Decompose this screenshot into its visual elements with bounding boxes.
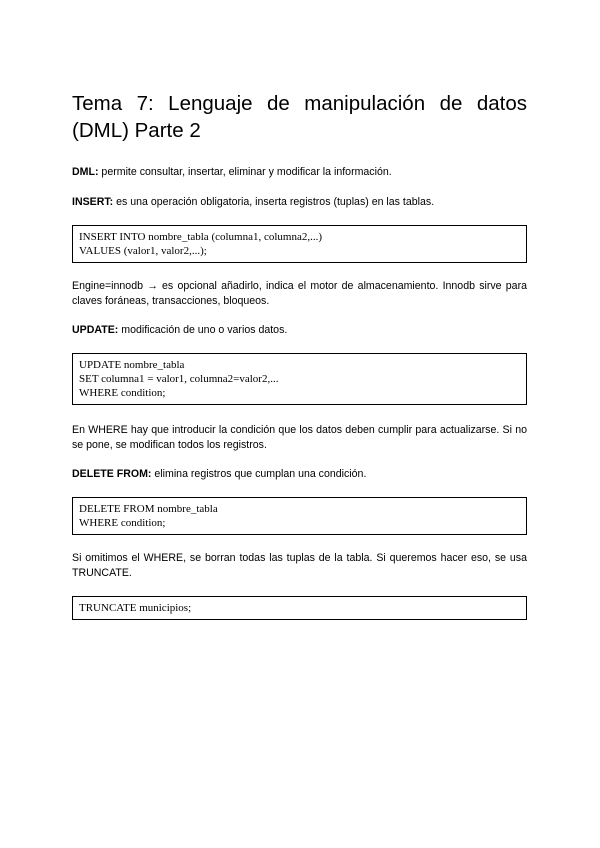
delete-term: DELETE FROM: xyxy=(72,468,152,480)
insert-term: INSERT: xyxy=(72,196,114,208)
code-line: INSERT INTO nombre_tabla (columna1, columna2,...) xyxy=(79,231,323,243)
insert-definition xyxy=(72,195,527,210)
code-line: TRUNCATE municipios; xyxy=(79,602,192,614)
delete-code-block xyxy=(72,497,527,535)
code-line: WHERE condition; xyxy=(79,387,166,399)
code-line: WHERE condition; xyxy=(79,517,166,529)
update-code-block xyxy=(72,353,527,405)
page-title: Tema 7: Lenguaje de manipulación de datos (DML) Parte 2 xyxy=(72,92,527,142)
delete-definition xyxy=(72,467,527,482)
code-line: DELETE FROM nombre_tabla xyxy=(79,503,218,515)
code-line: VALUES (valor1, valor2,...); xyxy=(79,245,207,257)
dml-text: permite consultar, insertar, eliminar y modificar la información. xyxy=(98,166,392,178)
code-line: SET columna1 = valor1, columna2=valor2,... xyxy=(79,373,279,385)
update-definition xyxy=(72,323,527,338)
update-term: UPDATE: xyxy=(72,324,119,336)
truncate-code-block xyxy=(72,596,527,620)
delete-text: elimina registros que cumplan una condición. xyxy=(151,468,367,480)
truncate-note: Si omitimos el WHERE, se borran todas las tuplas de la tabla. Si queremos hacer eso, se usa TRUNCATE. xyxy=(72,552,527,579)
engine-note: Engine=innodb → es opcional añadirlo, indica el motor de almacenamiento. Innodb sirve para claves foráneas, transacciones, bloqueos. xyxy=(72,280,527,307)
dml-definition xyxy=(72,165,527,180)
insert-code-block xyxy=(72,225,527,263)
dml-term: DML: xyxy=(72,166,99,178)
update-text: modificación de uno o varios datos. xyxy=(118,324,288,336)
insert-text: es una operación obligatoria, inserta registros (tuplas) en las tablas. xyxy=(113,196,435,208)
code-line: UPDATE nombre_tabla xyxy=(79,359,185,371)
where-note: En WHERE hay que introducir la condición que los datos deben cumplir para actualizarse. Si no se pone, se modifican todos los registros. xyxy=(72,424,527,451)
